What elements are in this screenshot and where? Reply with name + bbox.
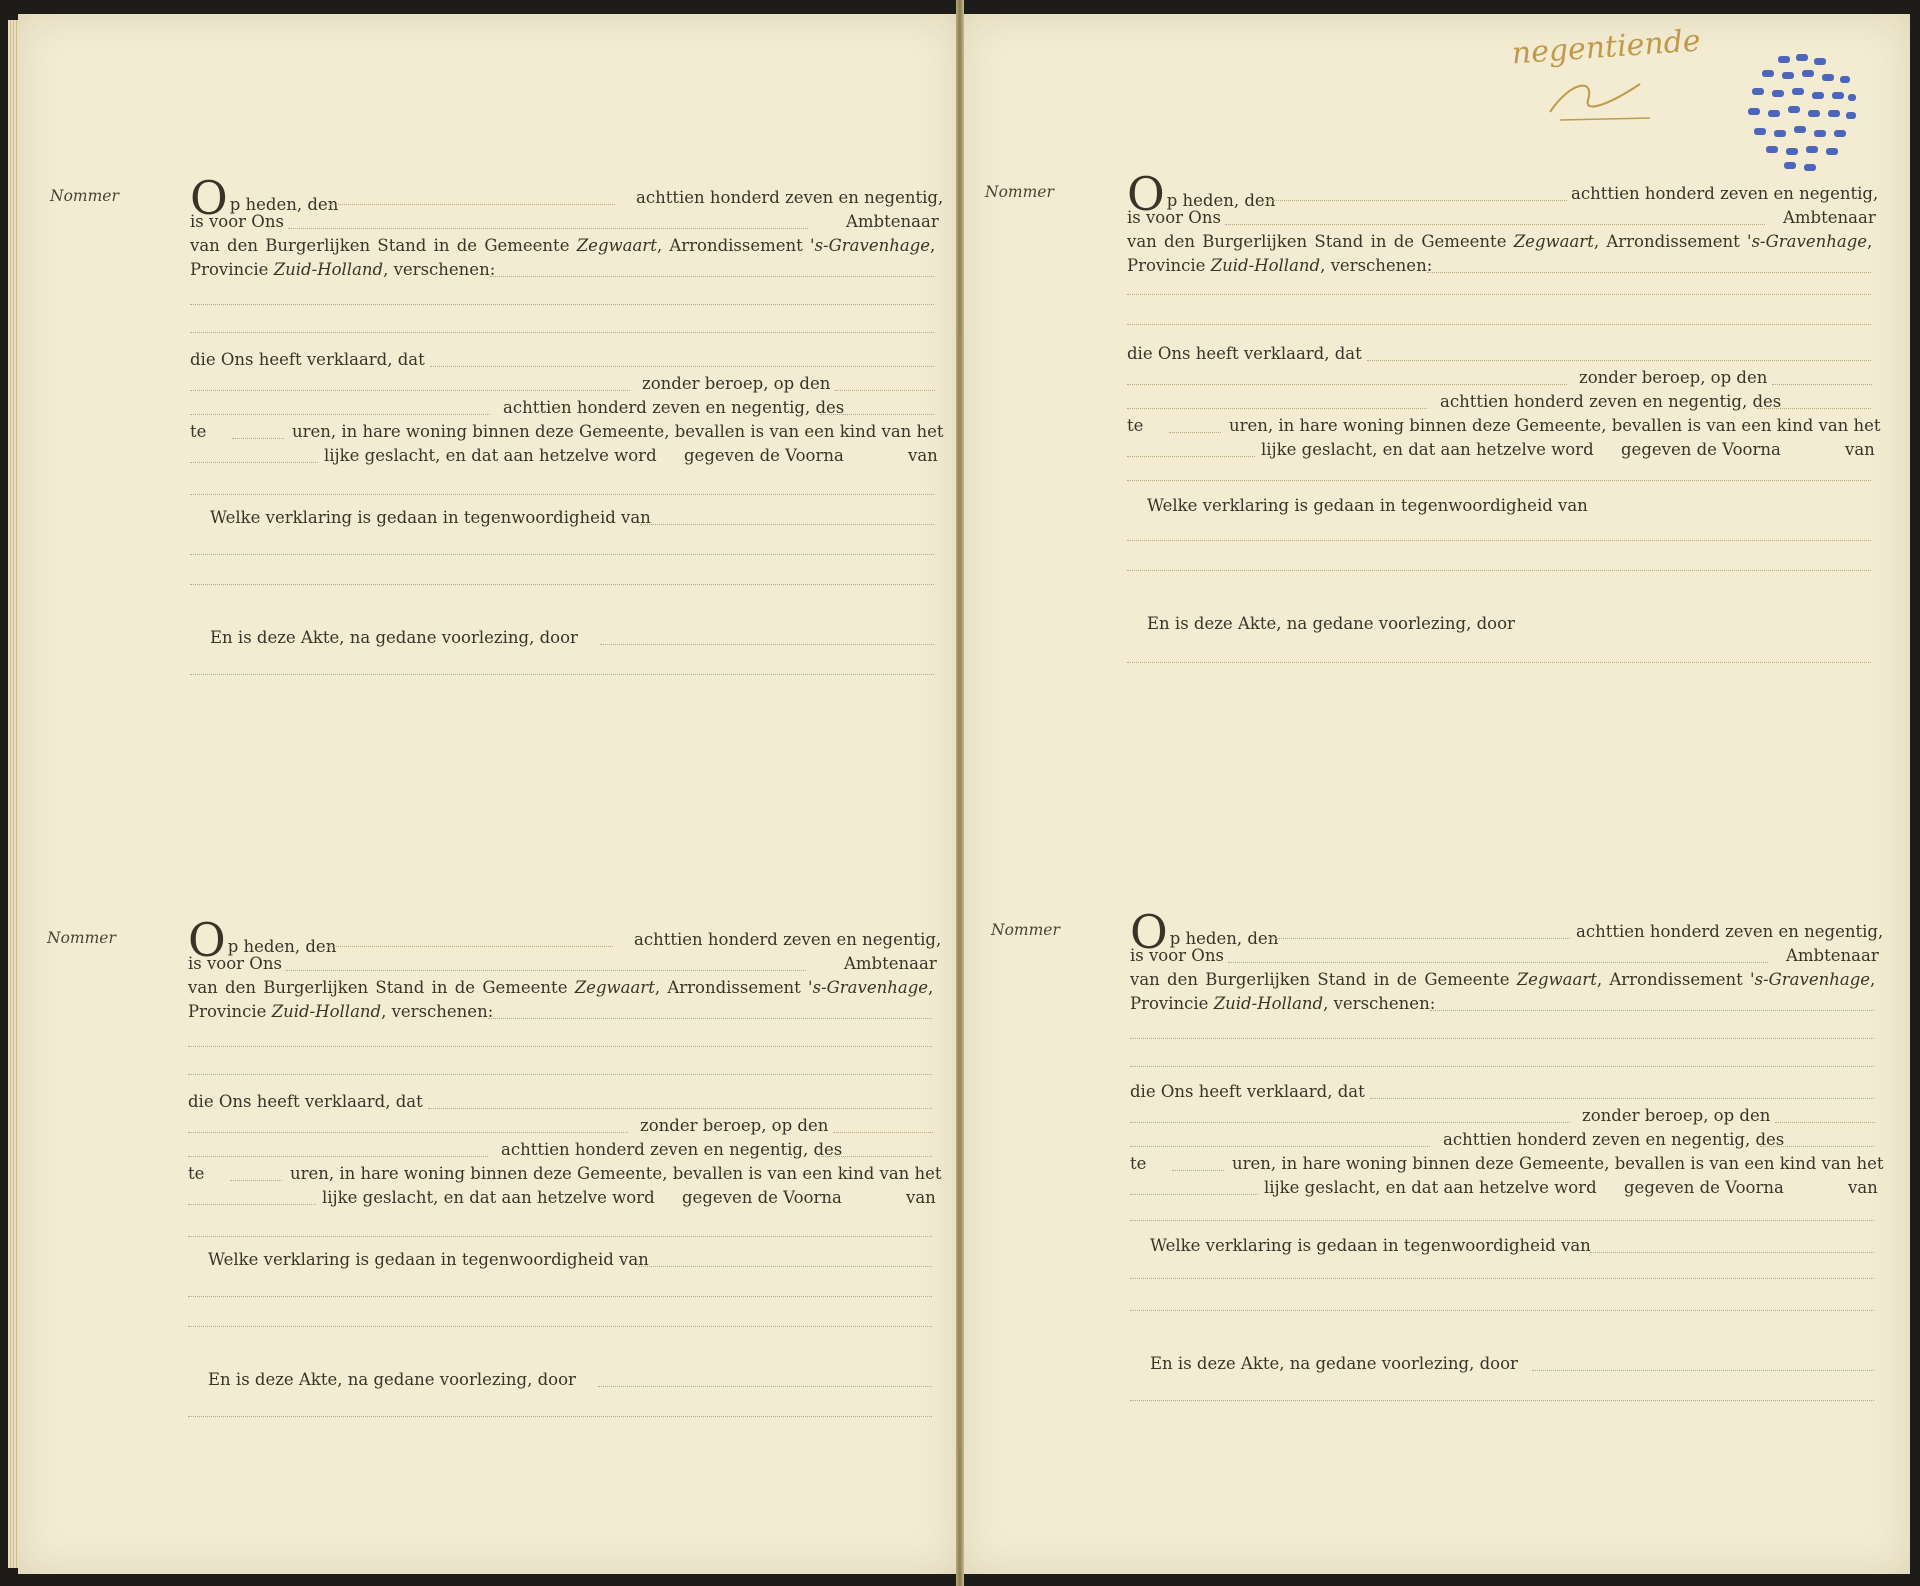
drop-cap: O (188, 913, 226, 967)
te-text: te (190, 422, 207, 441)
ambtenaar-text: Ambtenaar (1783, 208, 1876, 227)
op-heden-text: p heden, den (1169, 929, 1279, 948)
year-text: achttien honderd zeven en negentig, (636, 188, 944, 207)
signature-blank[interactable] (600, 644, 934, 645)
akte-text: En is deze Akte, na gedane voorlezing, door (208, 1370, 576, 1389)
year-text: achttien honderd zeven en negentig, (1576, 922, 1884, 941)
date-blank[interactable] (1267, 200, 1567, 201)
witness-blank[interactable] (1590, 1252, 1874, 1253)
arrondissement-text: , Arrondissement (654, 978, 801, 997)
van-text: van (1848, 1178, 1878, 1197)
hour-blank[interactable] (820, 414, 934, 415)
year-text: achttien honderd zeven en negentig, (634, 930, 942, 949)
binding-thread (958, 330, 961, 1450)
burgerlijken-text: van den Burgerlijken Stand in de Gemeente (1130, 970, 1510, 989)
van-text: van (906, 1188, 936, 1207)
mother-blank[interactable] (190, 390, 630, 391)
blank-line[interactable] (1127, 294, 1871, 295)
handwritten-annotation (1500, 22, 1750, 132)
gender-blank[interactable] (188, 1204, 316, 1205)
verschenen-text: , verschenen: (381, 1002, 494, 1021)
birth-day-blank[interactable] (190, 414, 490, 415)
hour-blank[interactable] (1760, 1146, 1874, 1147)
gemeente-name: Zegwaart (1516, 970, 1597, 989)
blank-line[interactable] (1130, 1400, 1874, 1401)
verschenen-text: , verschenen: (1323, 994, 1436, 1013)
op-heden-text: p heden, den (1166, 191, 1276, 210)
official-blank[interactable] (1228, 962, 1768, 963)
gender-blank[interactable] (1130, 1194, 1258, 1195)
welke-text: Welke verklaring is gedaan in tegenwoordigheid van (210, 508, 651, 527)
gegeven-text: gegeven de Voorna (684, 446, 844, 465)
blank-line[interactable] (1130, 1038, 1874, 1039)
lijke-text: lijke geslacht, en dat aan hetzelve word (324, 446, 657, 465)
signature-blank[interactable] (598, 1386, 932, 1387)
uren-text: uren, in hare woning binnen deze Gemeente, bevallen is van een kind van het (1232, 1154, 1884, 1173)
comparant-blank[interactable] (1427, 272, 1871, 273)
comparant-blank[interactable] (488, 1018, 932, 1019)
akte-text: En is deze Akte, na gedane voorlezing, door (1150, 1354, 1518, 1373)
zonder-beroep-text: zonder beroep, op den (1582, 1106, 1771, 1125)
burgerlijken-text: van den Burgerlijken Stand in de Gemeente (190, 236, 570, 255)
zonder-beroep-text: zonder beroep, op den (640, 1116, 829, 1135)
burgerlijken-text: van den Burgerlijken Stand in de Gemeente (1127, 232, 1507, 251)
ambtenaar-text: Ambtenaar (844, 954, 937, 973)
zonder-beroep-text: zonder beroep, op den (642, 374, 831, 393)
is-voor-ons-text: is voor Ons (1127, 208, 1221, 227)
provincie-text: Provincie (1127, 256, 1206, 275)
provincie-name: Zuid-Holland (1213, 994, 1324, 1013)
gender-blank[interactable] (190, 462, 318, 463)
mother-blank[interactable] (1127, 384, 1567, 385)
blank-line[interactable] (190, 674, 934, 675)
drop-cap: O (1130, 905, 1168, 959)
comma: , (928, 978, 934, 997)
is-voor-ons-text: is voor Ons (1130, 946, 1224, 965)
mother-blank[interactable] (1130, 1122, 1570, 1123)
uren-blank[interactable] (1169, 432, 1221, 433)
uren-text: uren, in hare woning binnen deze Gemeente, bevallen is van een kind van het (292, 422, 944, 441)
blank-line[interactable] (188, 1416, 932, 1417)
blank-line[interactable] (1130, 1066, 1874, 1067)
declarant-blank[interactable] (1370, 1098, 1874, 1099)
uren-blank[interactable] (232, 438, 284, 439)
nommer-label: Nommer (50, 187, 119, 205)
handwritten-word: negentiende (1510, 23, 1702, 72)
blank-line[interactable] (1127, 324, 1871, 325)
gemeente-name: Zegwaart (574, 978, 655, 997)
gemeente-name: Zegwaart (1513, 232, 1594, 251)
blank-line[interactable] (1130, 1310, 1874, 1311)
date-blank[interactable] (1270, 938, 1570, 939)
verklaard-text: die Ons heeft verklaard, dat (1127, 344, 1362, 363)
date-blank[interactable] (330, 204, 615, 205)
witness-blank[interactable] (640, 524, 934, 525)
akte-text: En is deze Akte, na gedane voorlezing, door (210, 628, 578, 647)
comparant-blank[interactable] (1430, 1010, 1874, 1011)
welke-text: Welke verklaring is gedaan in tegenwoordigheid van (208, 1250, 649, 1269)
uren-blank[interactable] (230, 1180, 282, 1181)
zonder-beroep-text: zonder beroep, op den (1579, 368, 1768, 387)
verschenen-text: , verschenen: (383, 260, 496, 279)
birth-record-form (985, 167, 1881, 672)
blank-line[interactable] (190, 584, 934, 585)
year-text: achttien honderd zeven en negentig, (1571, 184, 1879, 203)
year-des-text: achttien honderd zeven en negentig, des (1443, 1130, 1785, 1149)
verklaard-text: die Ons heeft verklaard, dat (1130, 1082, 1365, 1101)
official-blank[interactable] (286, 970, 806, 971)
arrondissement-text: , Arrondissement (1593, 232, 1740, 251)
blank-line[interactable] (190, 494, 934, 495)
official-blank[interactable] (1225, 224, 1765, 225)
declarant-blank[interactable] (430, 366, 934, 367)
gender-blank[interactable] (1127, 456, 1255, 457)
signature-stroke (1560, 118, 1650, 120)
birth-day-blank[interactable] (188, 1156, 488, 1157)
year-des-text: achttien honderd zeven en negentig, des (503, 398, 845, 417)
te-text: te (1127, 416, 1144, 435)
comma: , (930, 236, 936, 255)
blank-line[interactable] (190, 332, 934, 333)
nommer-label: Nommer (47, 929, 116, 947)
gegeven-text: gegeven de Voorna (682, 1188, 842, 1207)
hour-blank[interactable] (1757, 408, 1871, 409)
birth-date-blank[interactable] (1772, 384, 1872, 385)
birth-date-blank[interactable] (833, 1132, 933, 1133)
birth-date-blank[interactable] (835, 390, 935, 391)
ambtenaar-text: Ambtenaar (1786, 946, 1879, 965)
blank-line[interactable] (1127, 540, 1871, 541)
birth-day-blank[interactable] (1130, 1146, 1430, 1147)
birth-record-form (991, 905, 1884, 1410)
blank-line[interactable] (188, 1074, 932, 1075)
signature-flourish (1550, 84, 1640, 112)
birth-date-blank[interactable] (1775, 1122, 1875, 1123)
uren-text: uren, in hare woning binnen deze Gemeente, bevallen is van een kind van het (1229, 416, 1881, 435)
akte-text: En is deze Akte, na gedane voorlezing, door (1147, 614, 1515, 633)
verklaard-text: die Ons heeft verklaard, dat (190, 350, 425, 369)
provincie-text: Provincie (188, 1002, 267, 1021)
drop-cap: O (1127, 167, 1165, 221)
witness-blank[interactable] (638, 1266, 932, 1267)
mother-blank[interactable] (188, 1132, 628, 1133)
comma: , (1867, 232, 1873, 251)
op-heden-text: p heden, den (227, 937, 337, 956)
blank-line[interactable] (188, 1326, 932, 1327)
arrondissement-name: 's-Gravenhage (808, 978, 929, 997)
signature-blank[interactable] (1532, 1370, 1874, 1371)
arrondissement-name: 's-Gravenhage (1747, 232, 1868, 251)
arrondissement-text: , Arrondissement (1596, 970, 1743, 989)
provincie-name: Zuid-Holland (271, 1002, 382, 1021)
blank-line[interactable] (188, 1296, 932, 1297)
gemeente-name: Zegwaart (576, 236, 657, 255)
op-heden-text: p heden, den (229, 195, 339, 214)
blank-line[interactable] (1130, 1220, 1874, 1221)
blank-line[interactable] (1127, 570, 1871, 571)
lijke-text: lijke geslacht, en dat aan hetzelve word (1264, 1178, 1597, 1197)
provincie-name: Zuid-Holland (273, 260, 384, 279)
ink-stamp-icon (1738, 48, 1868, 178)
uren-blank[interactable] (1172, 1170, 1224, 1171)
van-text: van (908, 446, 938, 465)
blank-line[interactable] (188, 1236, 932, 1237)
uren-text: uren, in hare woning binnen deze Gemeente, bevallen is van een kind van het (290, 1164, 942, 1183)
official-blank[interactable] (288, 228, 808, 229)
burgerlijken-text: van den Burgerlijken Stand in de Gemeente (188, 978, 568, 997)
year-des-text: achttien honderd zeven en negentig, des (501, 1140, 843, 1159)
declarant-blank[interactable] (1367, 360, 1871, 361)
year-des-text: achttien honderd zeven en negentig, des (1440, 392, 1782, 411)
lijke-text: lijke geslacht, en dat aan hetzelve word (1261, 440, 1594, 459)
blank-line[interactable] (1127, 480, 1871, 481)
blank-line[interactable] (190, 304, 934, 305)
gegeven-text: gegeven de Voorna (1621, 440, 1781, 459)
welke-text: Welke verklaring is gedaan in tegenwoordigheid van (1150, 1236, 1591, 1255)
arrondissement-name: 's-Gravenhage (810, 236, 931, 255)
birth-day-blank[interactable] (1127, 408, 1427, 409)
provincie-text: Provincie (1130, 994, 1209, 1013)
lijke-text: lijke geslacht, en dat aan hetzelve word (322, 1188, 655, 1207)
verklaard-text: die Ons heeft verklaard, dat (188, 1092, 423, 1111)
hour-blank[interactable] (818, 1156, 932, 1157)
arrondissement-text: , Arrondissement (656, 236, 803, 255)
provincie-name: Zuid-Holland (1210, 256, 1321, 275)
drop-cap: O (190, 171, 228, 225)
birth-record-form (50, 171, 944, 676)
provincie-text: Provincie (190, 260, 269, 279)
comparant-blank[interactable] (490, 276, 934, 277)
gegeven-text: gegeven de Voorna (1624, 1178, 1784, 1197)
ambtenaar-text: Ambtenaar (846, 212, 939, 231)
nommer-label: Nommer (991, 921, 1060, 939)
is-voor-ons-text: is voor Ons (190, 212, 284, 231)
te-text: te (1130, 1154, 1147, 1173)
te-text: te (188, 1164, 205, 1183)
is-voor-ons-text: is voor Ons (188, 954, 282, 973)
blank-line[interactable] (1127, 662, 1871, 663)
date-blank[interactable] (328, 946, 613, 947)
blank-line[interactable] (190, 554, 934, 555)
van-text: van (1845, 440, 1875, 459)
birth-record-form (47, 913, 942, 1418)
blank-line[interactable] (188, 1046, 932, 1047)
comma: , (1870, 970, 1876, 989)
arrondissement-name: 's-Gravenhage (1750, 970, 1871, 989)
verschenen-text: , verschenen: (1320, 256, 1433, 275)
welke-text: Welke verklaring is gedaan in tegenwoordigheid van (1147, 496, 1588, 515)
blank-line[interactable] (1130, 1278, 1874, 1279)
nommer-label: Nommer (985, 183, 1054, 201)
declarant-blank[interactable] (428, 1108, 932, 1109)
